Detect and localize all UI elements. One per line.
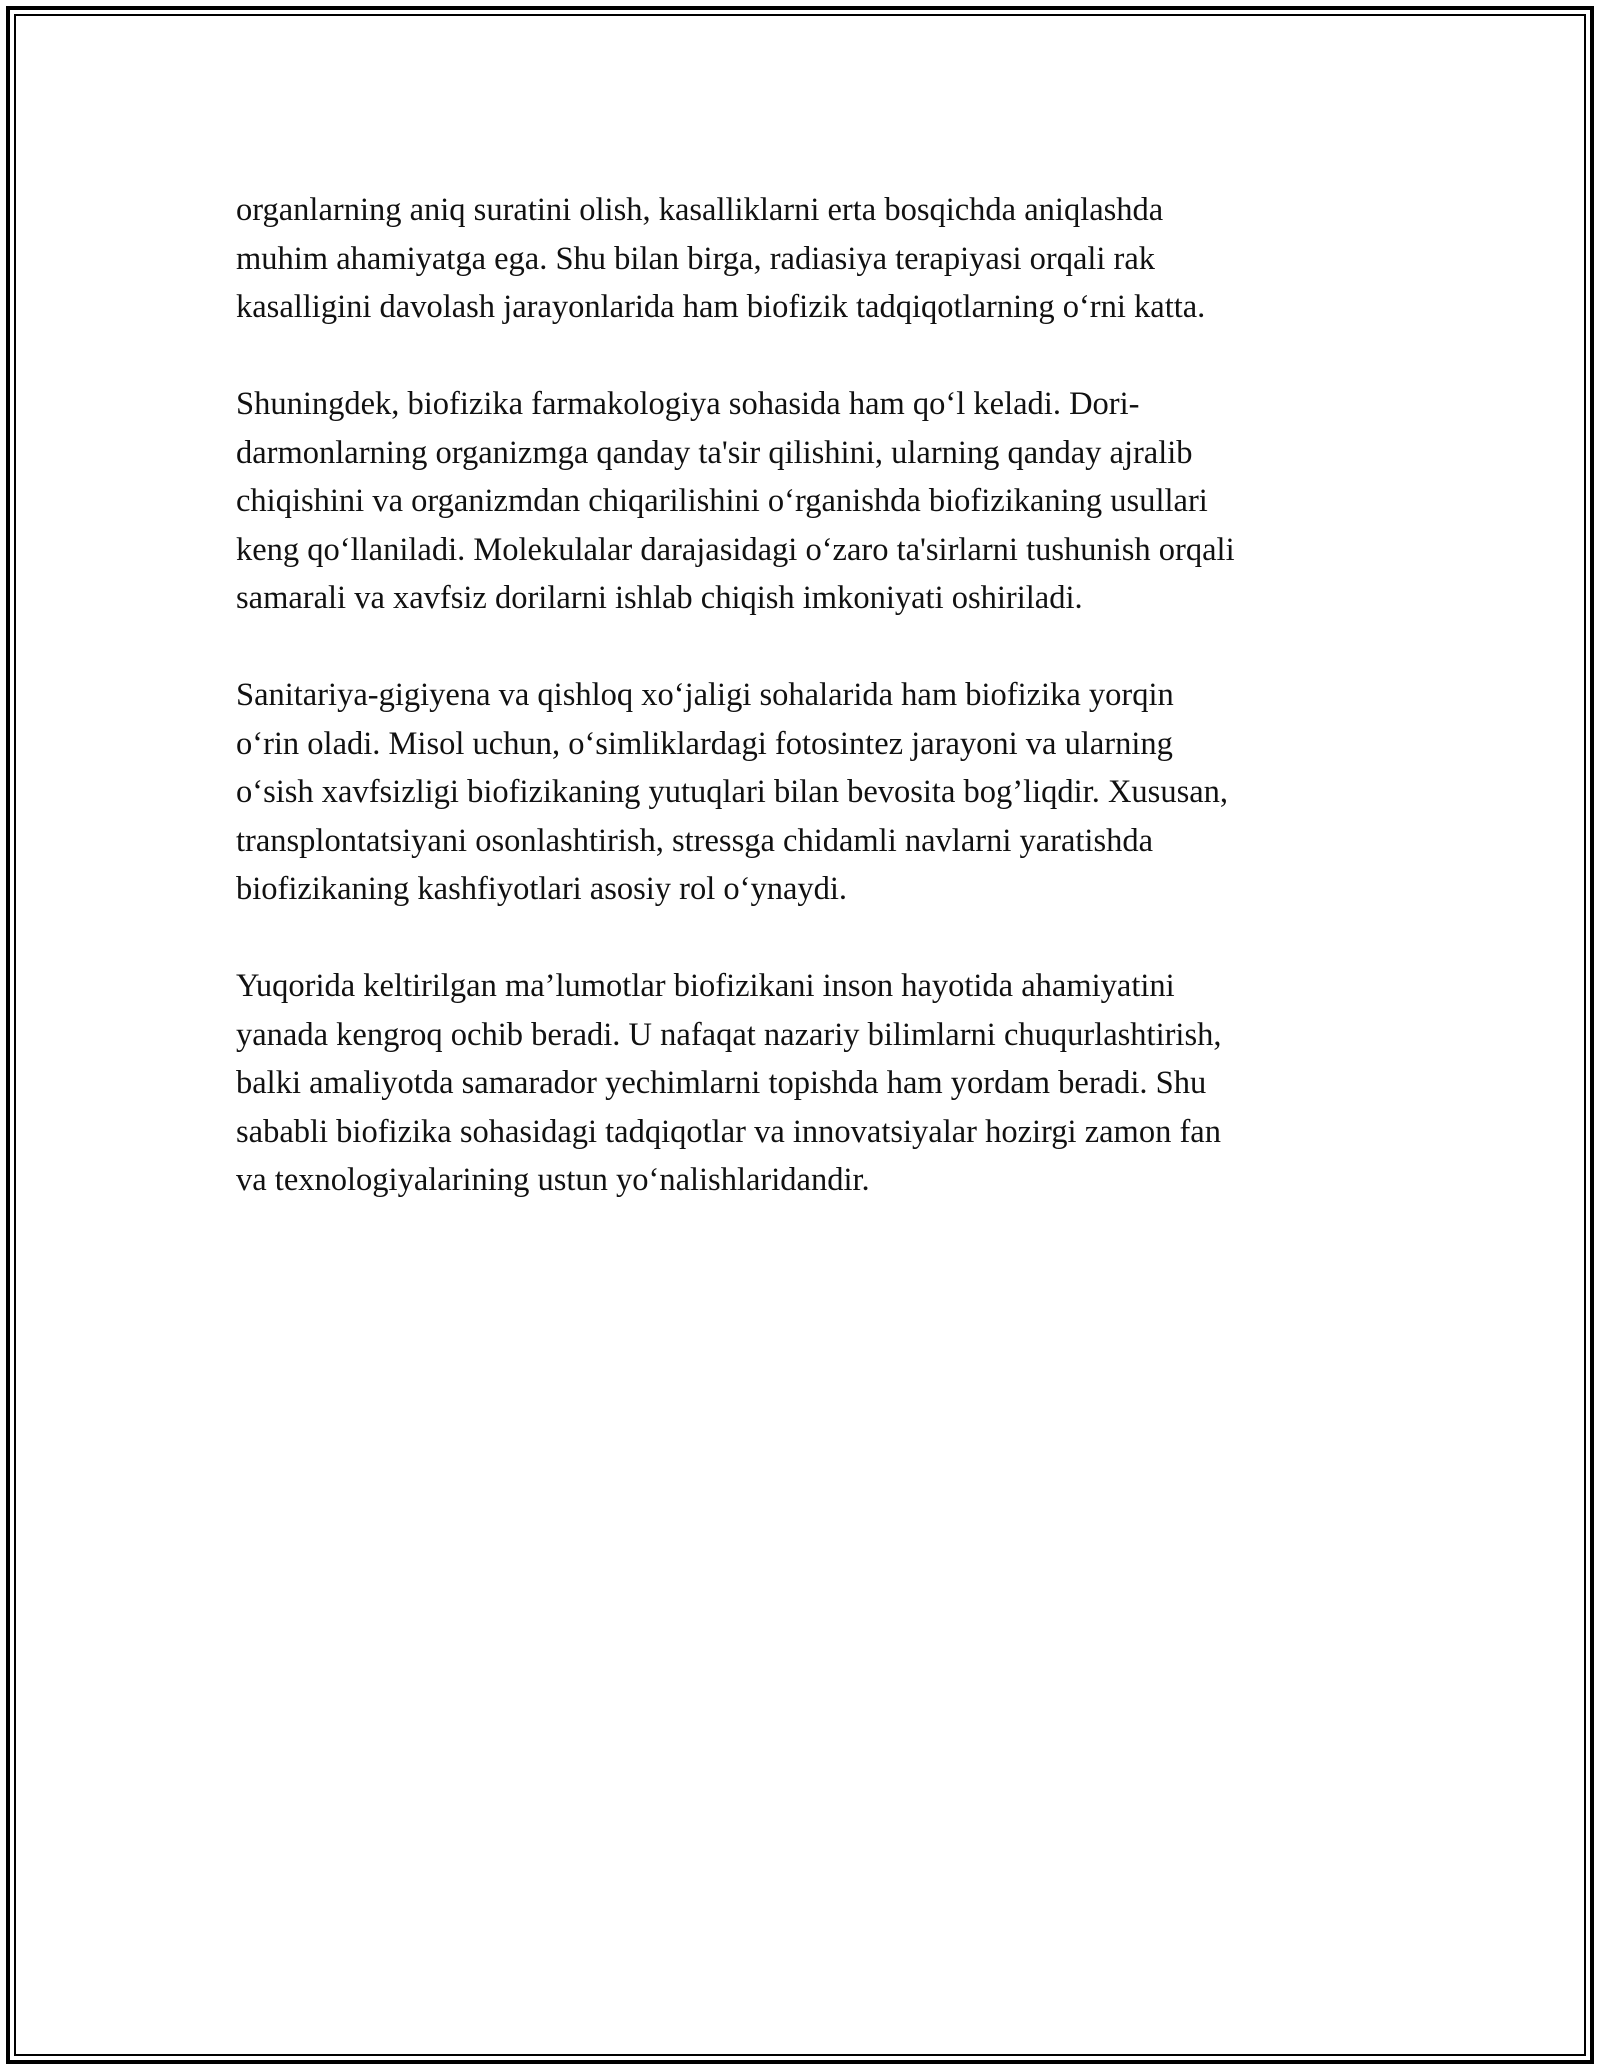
text-line: va texnologiyalarining ustun yo‘nalishlaridandir. — [236, 1162, 870, 1198]
text-line: biofizikaning kashfiyotlari asosiy rol o‘ynaydi. — [236, 871, 848, 907]
text-line: transplontatsiyani osonlashtirish, stressga chidamli navlarni yaratishda — [236, 822, 1154, 859]
text-line: organlarning aniq suratini olish, kasalliklarni erta bosqichda aniqlashda — [236, 192, 1164, 228]
text-line: muhim ahamiyatga ega. Shu bilan birga, radiasiya terapiyasi orqali rak — [236, 240, 1156, 277]
document-body — [236, 186, 1386, 1253]
text-line: darmonlarning organizmga qanday ta'sir qilishini, ularning qanday ajralib — [236, 434, 1193, 471]
paragraph — [236, 962, 1386, 1205]
text-line: Yuqorida keltirilgan ma’lumotlar biofizikani inson hayotida ahamiyatini — [236, 968, 1175, 1004]
paragraph — [236, 380, 1386, 623]
text-line: keng qo‘llaniladi. Molekulalar darajasidagi o‘zaro ta'sirlarni tushunish orqali — [236, 531, 1235, 568]
text-line: o‘sish xavfsizligi biofizikaning yutuqlari bilan bevosita bog’liqdir. Xususan, — [236, 774, 1229, 810]
text-line: balki amaliyotda samarador yechimlarni topishda ham yordam beradi. Shu — [236, 1065, 1207, 1101]
text-line: o‘rin oladi. Misol uchun, o‘simliklardagi fotosintez jarayoni va ularning — [236, 725, 1173, 762]
text-line: kasalligini davolash jarayonlarida ham biofizik tadqiqotlarning o‘rni katta. — [236, 289, 1206, 325]
paragraph — [236, 186, 1386, 332]
text-line: Shuningdek, biofizika farmakologiya sohasida ham qo‘l keladi. Dori- — [236, 386, 1140, 422]
paragraph — [236, 671, 1386, 914]
text-line: sababli biofizika sohasidagi tadqiqotlar va innovatsiyalar hozirgi zamon fan — [236, 1113, 1221, 1150]
text-line: chiqishini va organizmdan chiqarilishini o‘rganishda biofizikaning usullari — [236, 483, 1208, 519]
text-line: Sanitariya-gigiyena va qishloq xo‘jaligi sohalarida ham biofizika yorqin — [236, 677, 1174, 713]
text-line: samarali va xavfsiz dorilarni ishlab chiqish imkoniyati oshiriladi. — [236, 580, 1083, 616]
text-line: yanada kengroq ochib beradi. U nafaqat nazariy bilimlarni chuqurlashtirish, — [236, 1016, 1222, 1053]
